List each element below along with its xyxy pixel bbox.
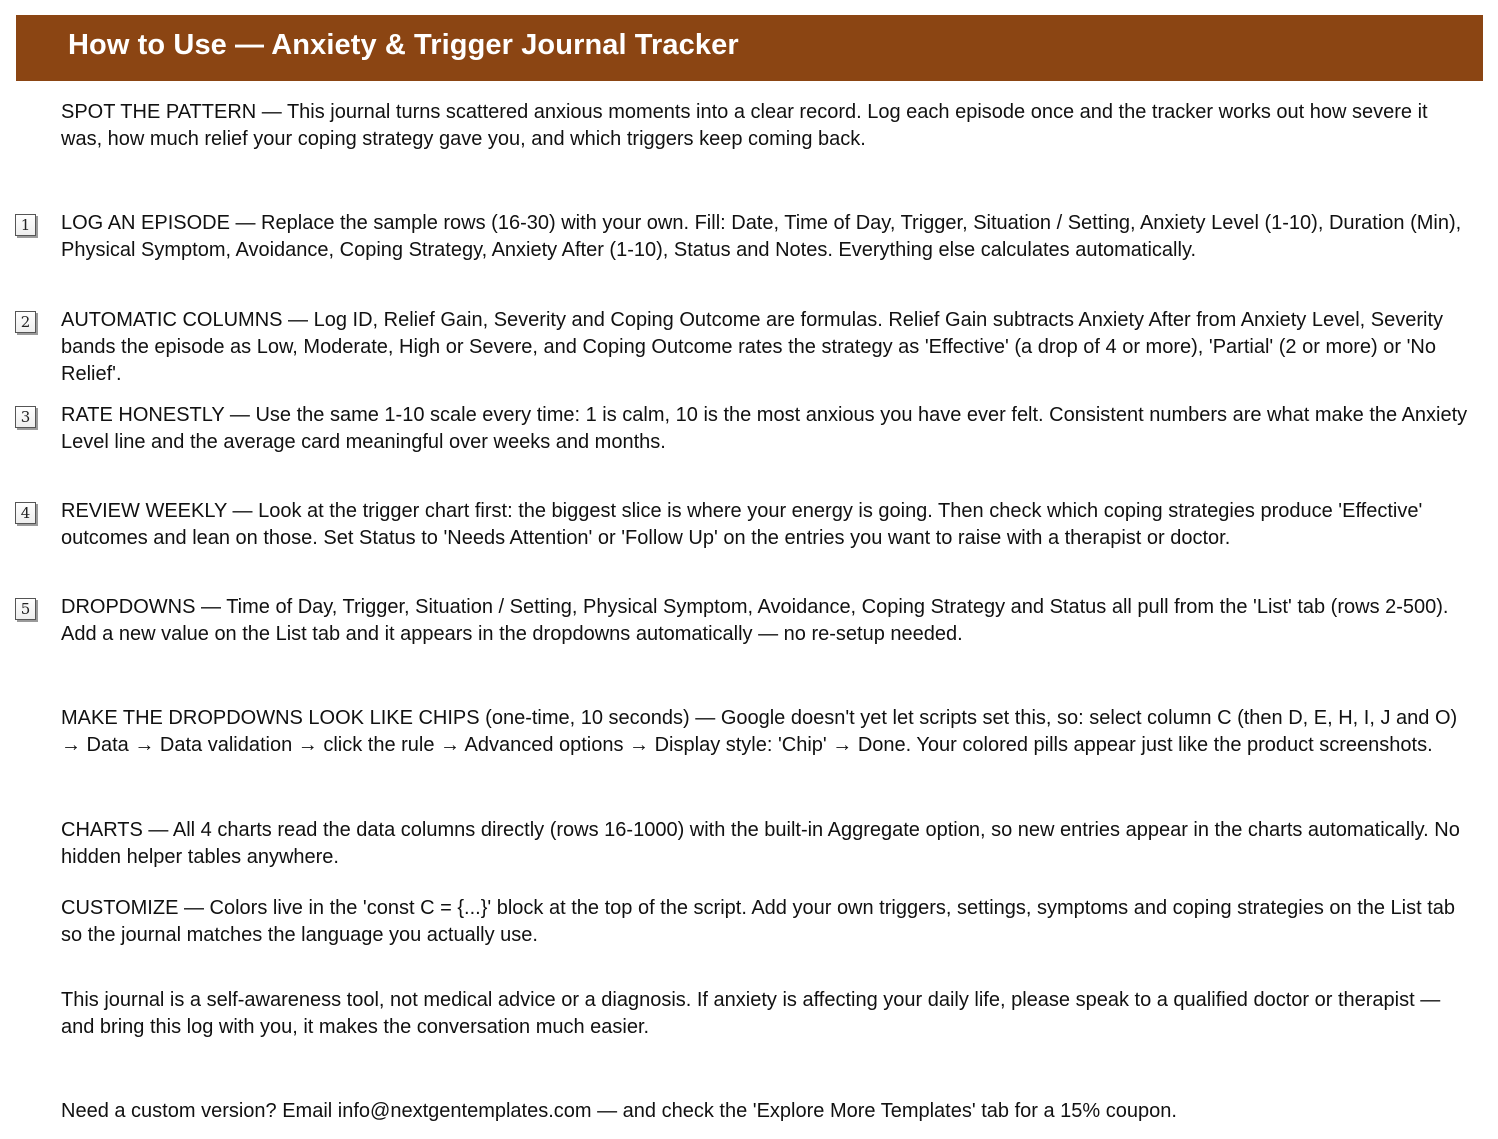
- step-5-text: DROPDOWNS — Time of Day, Trigger, Situation / Setting, Physical Symptom, Avoidance, Coping Strategy and Status all pull from the 'List' tab (rows 2-500). Add a new value on the List tab and it appears in the dropdowns automatically — no re-setup needed.: [61, 596, 1449, 645]
- chips-tip: MAKE THE DROPDOWNS LOOK LIKE CHIPS (one-time, 10 seconds) — Google doesn't yet let scripts set this, so: select column C (then D, E, H, I, J and O) → Data → Data validation → click the rule → Advanced options → Display style: 'Chip' → Done. Your colored pills appear just like the product screenshots.: [61, 707, 1458, 756]
- step-2-number-badge: 2: [15, 311, 36, 333]
- disclaimer-text: This journal is a self-awareness tool, not medical advice or a diagnosis. If anxiety is affecting your daily life, please speak to a qualified doctor or therapist — and bring this log with you, it makes the conversation much easier.: [61, 989, 1441, 1038]
- contact-text: Need a custom version? Email info@nextgentemplates.com — and check the 'Explore More Templates' tab for a 15% coupon.: [61, 1100, 1177, 1122]
- step-3-text: RATE HONESTLY — Use the same 1-10 scale every time: 1 is calm, 10 is the most anxious you have ever felt. Consistent numbers are what make the Anxiety Level line and the average card meaningful over weeks and months.: [61, 404, 1468, 453]
- step-1-number-badge: 1: [15, 214, 36, 236]
- step-1-text: LOG AN EPISODE — Replace the sample rows (16-30) with your own. Fill: Date, Time of Day, Trigger, Situation / Setting, Anxiety Level (1-10), Duration (Min), Physical Symptom, Avoidance, Coping Strategy, Anxiety After (1-10), Status and Notes. Everything else calculates automatically.: [61, 212, 1462, 261]
- page-title: How to Use — Anxiety & Trigger Journal Tracker: [68, 29, 739, 61]
- charts-tip: CHARTS — All 4 charts read the data columns directly (rows 16-1000) with the built-in Aggregate option, so new entries appear in the charts automatically. No hidden helper tables anywhere.: [61, 819, 1460, 868]
- title-banner: [16, 15, 1483, 81]
- step-4-text: REVIEW WEEKLY — Look at the trigger chart first: the biggest slice is where your energy is going. Then check which coping strategies produce 'Effective' outcomes and lean on those. Set Status to 'Needs Attention' or 'Follow Up' on the entries you want to raise with a therapist or doctor.: [61, 500, 1423, 549]
- step-3-number-badge: 3: [15, 406, 36, 428]
- step-2-text: AUTOMATIC COLUMNS — Log ID, Relief Gain, Severity and Coping Outcome are formulas. Relief Gain subtracts Anxiety After from Anxiety Level, Severity bands the episode as Low, Moderate, High or Severe, and Coping Outcome rates the strategy as 'Effective' (a drop of 4 or more), 'Partial' (2 or more) or 'No Relief'.: [61, 309, 1444, 385]
- intro-paragraph: SPOT THE PATTERN — This journal turns scattered anxious moments into a clear record. Log each episode once and the tracker works out how severe it was, how much relief your coping strategy gave you, and which triggers keep coming back.: [61, 101, 1428, 150]
- step-5-number-badge: 5: [15, 598, 36, 620]
- step-4-number-badge: 4: [15, 502, 36, 524]
- customize-tip: CUSTOMIZE — Colors live in the 'const C = {...}' block at the top of the script. Add your own triggers, settings, symptoms and coping strategies on the List tab so the journal matches the language you actually use.: [61, 897, 1456, 946]
